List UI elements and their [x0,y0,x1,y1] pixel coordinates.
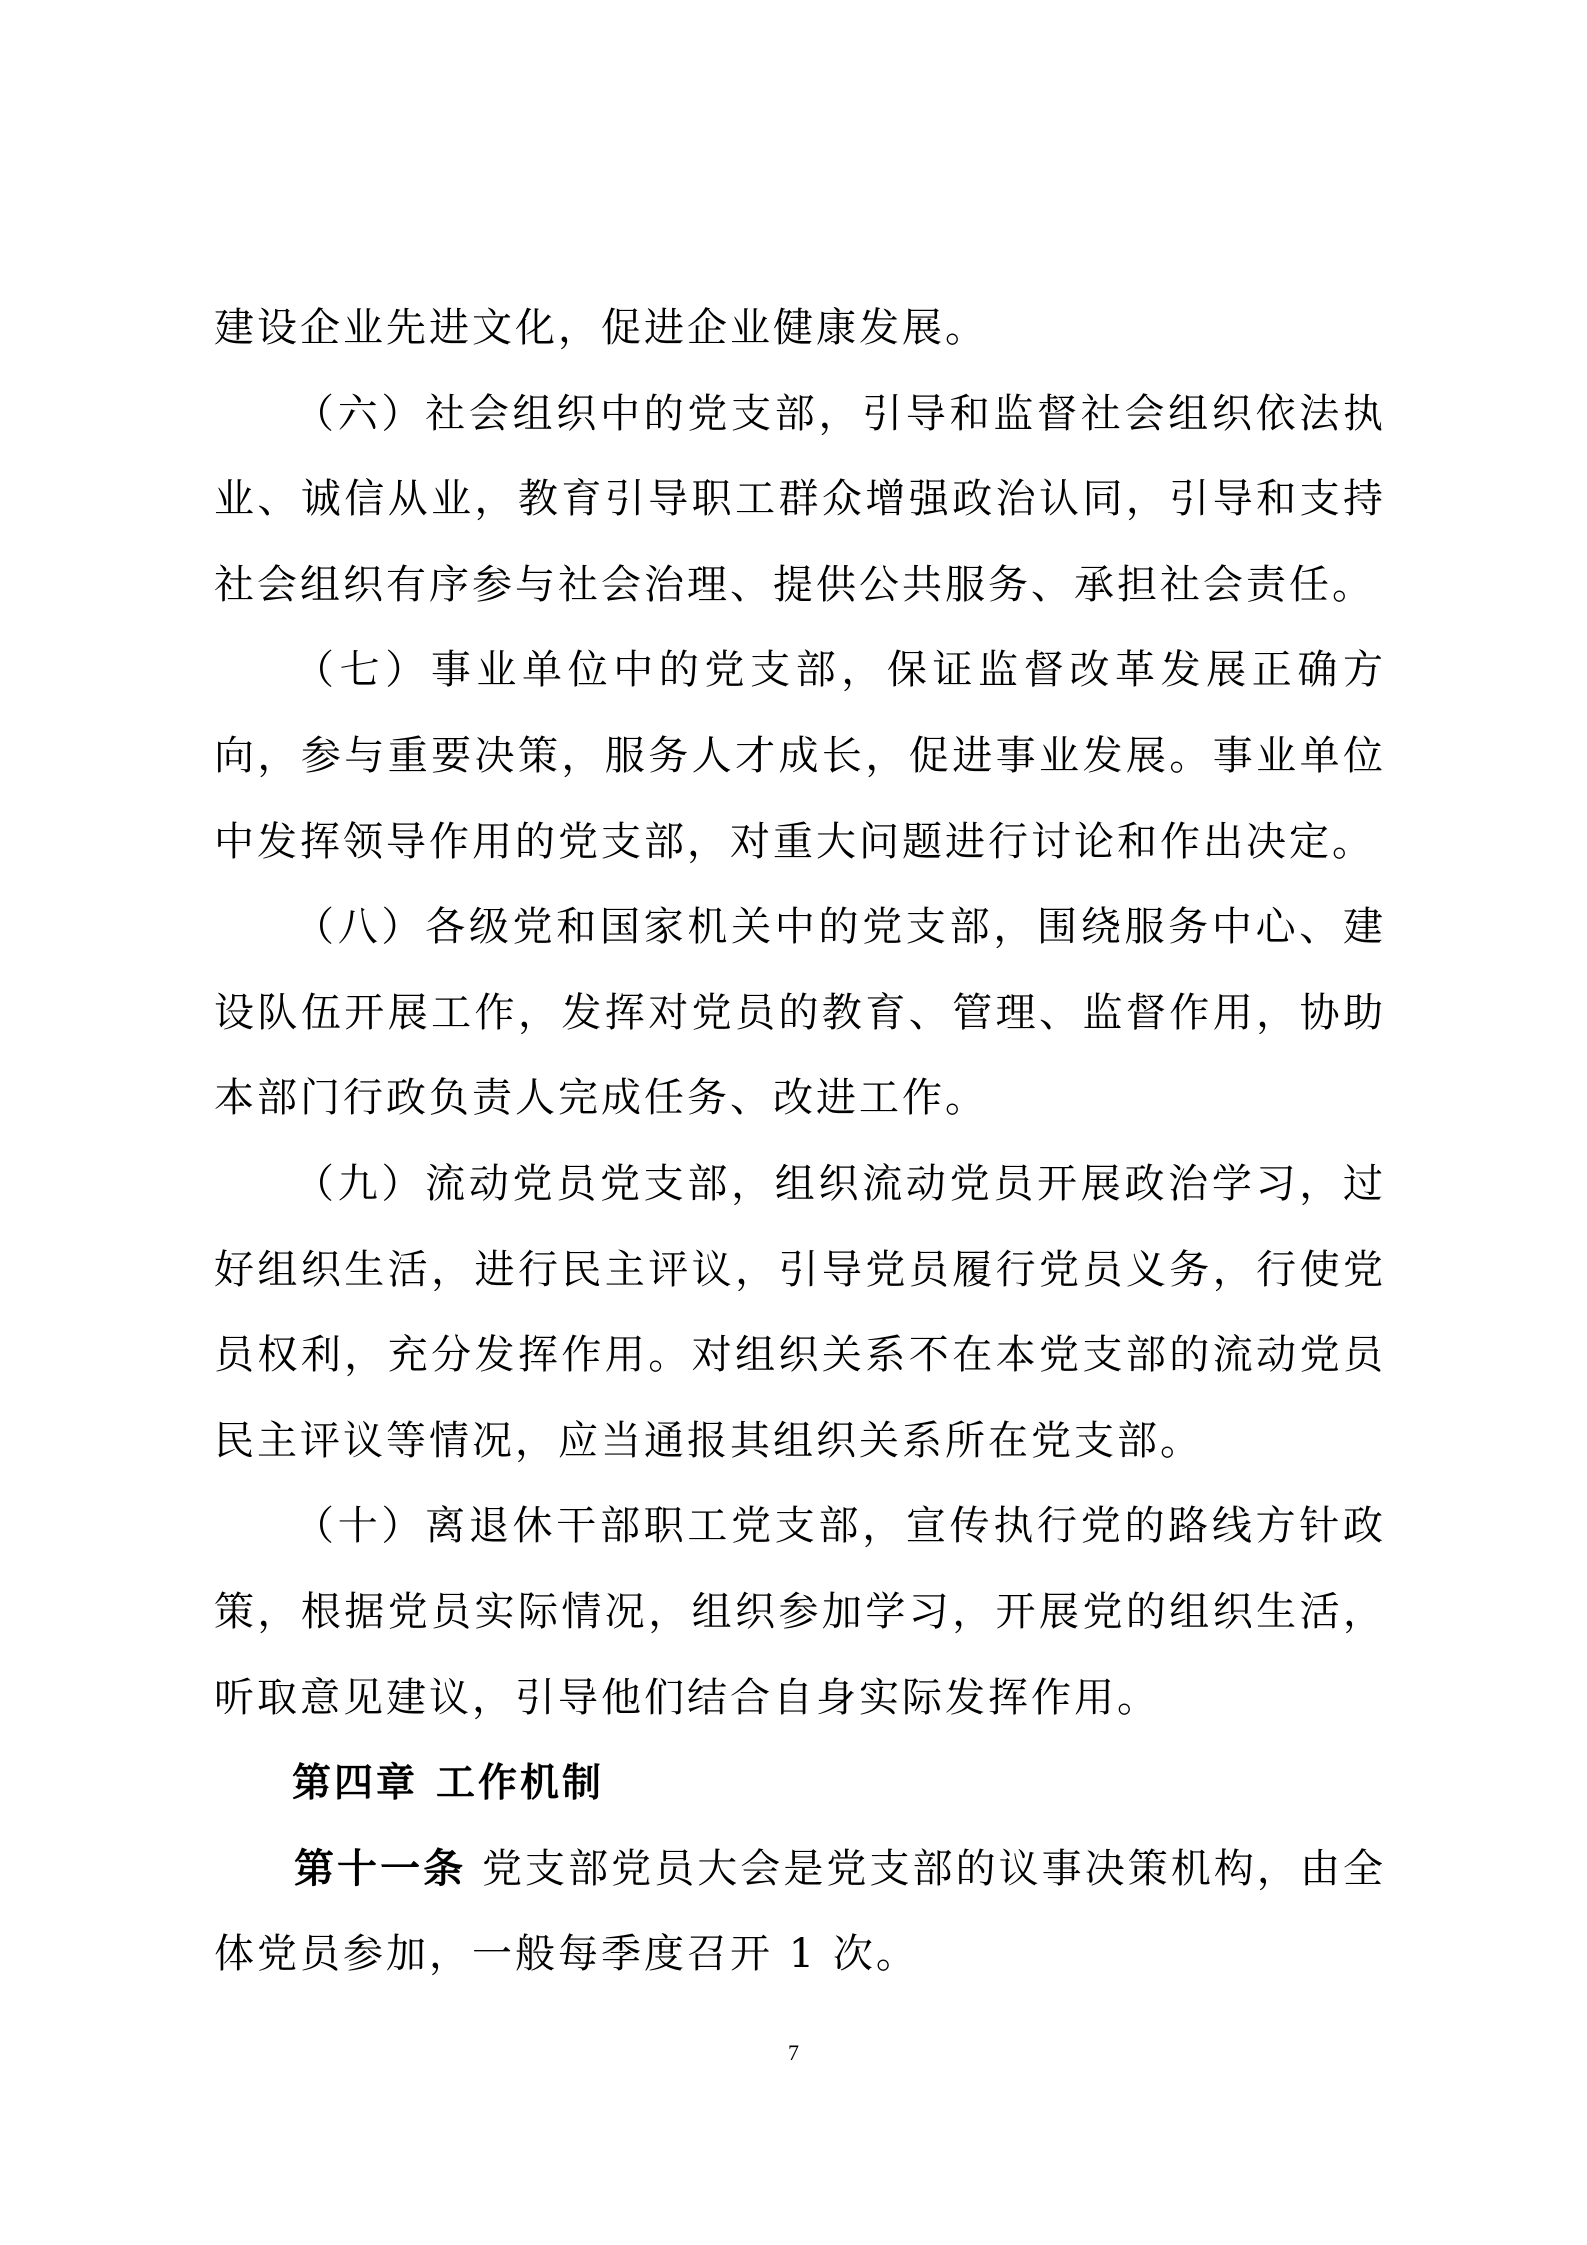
chapter-title: 工作机制 [436,1761,605,1807]
body-text [214,286,1386,1998]
paragraph-public-institutions: （七）事业单位中的党支部，保证监督改革发展正确方向，参与重要决策，服务人才成长，促进事业发展。事业单位中发挥领导作用的党支部，对重大问题进行讨论和作出决定。 [214,647,1386,865]
paragraph-state-organs: （八）各级党和国家机关中的党支部，围绕服务中心、建设队伍开展工作，发挥对党员的教育、管理、监督作用，协助本部门行政负责人完成任务、改进工作。 [214,904,1386,1122]
paragraph-social-organizations: （六）社会组织中的党支部，引导和监督社会组织依法执业、诚信从业，教育引导职工群众增强政治认同，引导和支持社会组织有序参与社会治理、提供公共服务、承担社会责任。 [214,390,1386,608]
article-eleven [214,1827,1386,1998]
paragraph-retired-cadres: （十）离退休干部职工党支部，宣传执行党的路线方针政策，根据党员实际情况，组织参加学习，开展党的组织生活，听取意见建议，引导他们结合自身实际发挥作用。 [214,1503,1386,1721]
chapter-number: 第四章 [292,1761,419,1807]
paragraph-continuation: 建设企业先进文化，促进企业健康发展。 [214,305,988,351]
chapter-heading [214,1741,1386,1827]
article-title: 第十一条 [294,1845,467,1892]
paragraph-mobile-members: （九）流动党员党支部，组织流动党员开展政治学习，过好组织生活，进行民主评议，引导党员履行党员义务，行使党员权利，充分发挥作用。对组织关系不在本党支部的流动党员民主评议等情况，应当通报其组织关系所在党支部。 [214,1160,1386,1464]
page-number: 7 [788,2040,799,2065]
article-text: 党支部党员大会是党支部的议事决策机构，由全体党员参加，一般每季度召开 1 次。 [214,1845,1387,1978]
